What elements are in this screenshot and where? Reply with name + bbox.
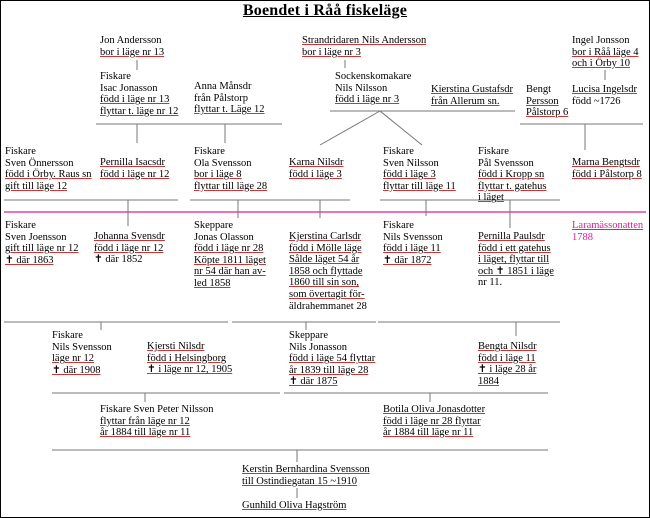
person-pernilla-p (478, 231, 554, 289)
person-marna (572, 157, 642, 180)
person-line: Nils Nilsson (335, 82, 388, 94)
person-line: Bengta Nilsdr (478, 341, 537, 352)
person-sven-on (5, 146, 92, 192)
person-line: ✝ i läge nr 12, 1905 (147, 364, 233, 376)
person-line: född i Pålstorp 8 (572, 168, 642, 180)
person-line: Pålstorp 6 (526, 107, 569, 119)
person-strand (302, 35, 426, 58)
person-line: bor i läge nr 3 (302, 46, 361, 58)
person-line: ✝ där 1852 (94, 254, 143, 266)
person-lara (572, 220, 643, 243)
person-line: flyttar från läge nr 12 (100, 415, 190, 427)
person-line: led 1858 (194, 277, 231, 289)
person-line: Isac Jonasson (100, 82, 158, 94)
person-line: flyttar till läge 28 (194, 180, 268, 192)
person-line: född i Mölle läge (289, 242, 362, 254)
person-line: Fiskare (5, 220, 36, 231)
person-line: född i Örby. Raus sn (5, 169, 92, 181)
person-line: Jonas Olasson (194, 231, 254, 243)
person-ola (194, 146, 267, 192)
person-line: Kierstina Gustafsdr (431, 84, 513, 95)
person-line: Fiskare (383, 220, 414, 231)
person-line: Kerstin Bernhardina Svensson (242, 464, 370, 475)
person-line: från Pålstorp (194, 92, 248, 104)
person-nils-sv2 (52, 330, 112, 376)
person-line: från Allerum sn. (431, 95, 500, 107)
person-line: ✝ där 1908 (52, 364, 101, 376)
person-anna (194, 81, 265, 116)
person-line: läge nr 12 (52, 353, 94, 365)
person-botila (383, 404, 485, 439)
person-line: född i läge 3 (289, 168, 342, 180)
person-line: Gunhild Oliva Hagström (242, 500, 347, 511)
person-kierstina (431, 84, 513, 107)
person-line: till Ostindiegatan 15 ~1910 (242, 475, 358, 487)
person-line: flyttar t. gatehus (478, 180, 547, 192)
person-line: Fiskare (383, 146, 414, 157)
person-line: Strandridaren Nils Andersson (302, 35, 427, 46)
person-bengta (478, 341, 537, 387)
person-line: Sockenskomakare (335, 71, 412, 82)
person-line: och ✝ 1851 i läge (478, 265, 554, 277)
person-line: 1860 till sin son, (289, 277, 360, 289)
person-line: Botila Oliva Jonasdotter (383, 404, 486, 415)
person-line: född ~1726 (572, 95, 621, 107)
person-line: Johanna Svensdr (94, 231, 165, 242)
person-line: Köpte 1811 läget (194, 254, 266, 266)
person-line: och i Örby 10 (572, 58, 631, 70)
person-line: år 1839 till läge 28 (289, 364, 369, 376)
person-line: född i läge 3 (383, 169, 436, 181)
person-isac (100, 71, 178, 117)
person-kjersti (147, 341, 232, 376)
person-line: ✝ där 1863 (5, 254, 54, 266)
person-line: i läget (478, 192, 504, 204)
person-line: Sven Joensson (5, 231, 67, 243)
person-line: Ola Svensson (194, 157, 252, 169)
person-line: Bengt (526, 84, 552, 95)
person-line: Nils Jonasson (289, 341, 348, 353)
person-line: 1788 (572, 231, 593, 243)
person-line: Marna Bengtsdr (572, 157, 640, 168)
person-jon (100, 35, 164, 58)
person-line: Sven Önnersson (5, 157, 74, 169)
person-line: nr 54 där han av- (194, 266, 266, 278)
person-kjerstina (289, 231, 367, 312)
person-jonas (194, 220, 266, 290)
person-line: bor i läge nr 13 (100, 46, 165, 58)
person-line: Skeppare (194, 220, 234, 231)
person-line: Fiskare (194, 146, 225, 157)
person-line: Fiskare (478, 146, 509, 157)
person-nilsnilsson (335, 71, 411, 106)
person-line: nr 11. (478, 277, 503, 289)
person-line: född i ett gatehus (478, 242, 551, 254)
person-lucisa (572, 84, 637, 107)
person-line: Fiskare (5, 146, 36, 157)
person-kerstin (242, 464, 370, 487)
person-bengt (526, 84, 568, 119)
person-ingel (572, 35, 638, 70)
person-line: Karna Nilsdr (289, 157, 344, 168)
person-sven-jo (5, 220, 79, 266)
person-line: flyttar t. läge nr 12 (100, 105, 179, 117)
person-line: född i läge nr 28 (194, 243, 264, 255)
page-title: Boendet i Råå fiskeläge (242, 2, 408, 19)
person-line: Persson (526, 95, 559, 107)
person-karna (289, 157, 344, 180)
person-line: född i läge nr 28 flyttar (383, 415, 481, 427)
person-line: Fiskare Sven Peter Nilsson (100, 404, 214, 415)
person-line: 1858 och flyttade (289, 265, 363, 277)
person-line: Anna Månsdr (194, 81, 252, 92)
person-sven-peter (100, 404, 213, 439)
person-line: Fiskare (52, 330, 83, 341)
person-line: född i läge nr 3 (335, 94, 400, 106)
person-nils-sv (383, 220, 443, 266)
person-line: Pål Svensson (478, 157, 534, 169)
person-nils-jo (289, 330, 375, 388)
person-line: född i läge nr 13 (100, 94, 170, 106)
person-line: år 1884 till läge nr 11 (383, 427, 474, 439)
person-line: född i läge 11 (383, 243, 441, 255)
person-line: i läget, flyttar till (478, 254, 550, 266)
person-line: Nils Svensson (52, 341, 112, 353)
person-pernilla-i (100, 157, 169, 180)
person-line: gift till läge 12 (5, 180, 68, 192)
person-line: bor i läge 8 (194, 169, 242, 181)
person-line: född i läge nr 12 (100, 168, 170, 180)
person-line: flyttar t. Läge 12 (194, 104, 265, 116)
person-line: född i Kropp sn (478, 169, 545, 181)
person-line: Skeppare (289, 330, 329, 341)
person-line: bor i Råå läge 4 (572, 46, 639, 58)
person-line: Sven Nilsson (383, 157, 439, 169)
person-line: ✝ där 1875 (289, 376, 338, 388)
person-line: Jon Andersson (100, 35, 162, 46)
person-line: Kjersti Nilsdr (147, 341, 205, 352)
person-line: Nils Svensson (383, 231, 443, 243)
person-pal (478, 146, 547, 204)
person-line: 1884 (478, 375, 499, 387)
person-line: Fiskare (100, 71, 131, 82)
person-line: Pernilla Paulsdr (478, 231, 545, 242)
person-line: flyttar till läge 11 (383, 180, 456, 192)
person-gunhild (242, 500, 346, 512)
person-line: född i läge 54 flyttar (289, 353, 376, 365)
person-line: Kjerstina Carlsdr (289, 231, 362, 242)
person-line: Lucisa Ingelsdr (572, 84, 638, 95)
person-line: ✝ i läge 28 år (478, 364, 537, 376)
person-line: Laramässonatten (572, 220, 644, 231)
person-line: Sålde läget 54 år (289, 254, 360, 266)
person-line: gift till läge nr 12 (5, 243, 79, 255)
person-sven-nil (383, 146, 456, 192)
person-line: född i läge nr 12 (94, 242, 164, 254)
person-line: år 1884 till läge nr 11 (100, 427, 191, 439)
person-line: född i Helsingborg (147, 352, 227, 364)
person-line: född i läge 11 (478, 352, 536, 364)
person-johanna (94, 231, 165, 266)
person-line: ✝ där 1872 (383, 254, 432, 266)
person-line: Ingel Jonsson (572, 35, 630, 46)
person-line: äldrahemmanet 28 (289, 300, 367, 312)
person-line: som övertagit för- (289, 288, 365, 300)
person-line: Pernilla Isacsdr (100, 157, 166, 168)
